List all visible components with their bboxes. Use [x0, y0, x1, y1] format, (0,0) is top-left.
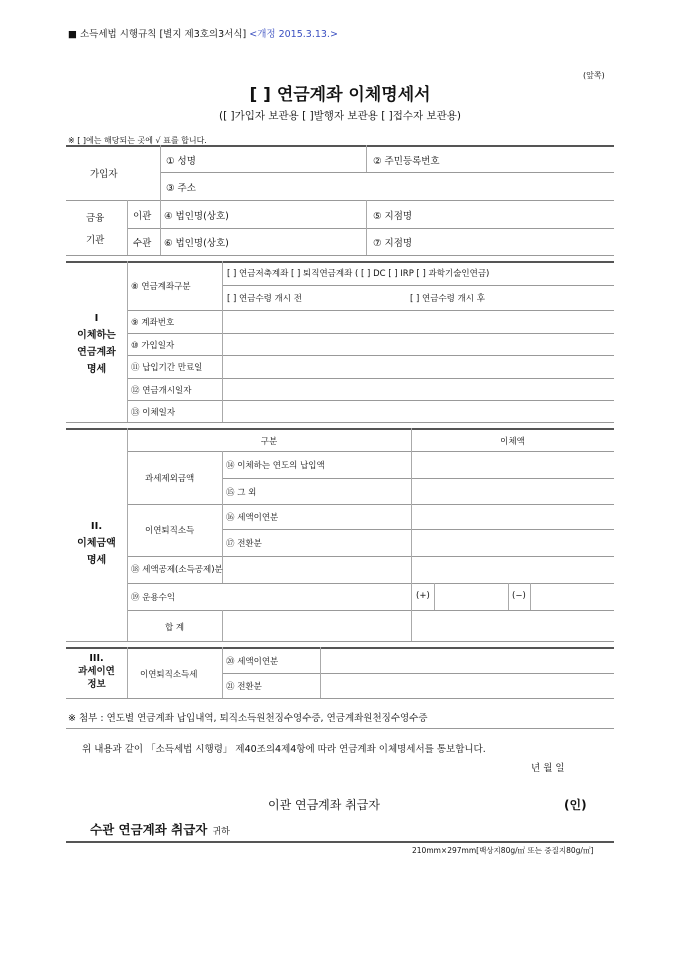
subscriber-label: 가입자	[90, 169, 118, 180]
date-line[interactable]: 년 월 일	[531, 763, 565, 774]
tax-deduction-label: ⑱ 세액공제(소득공제)분	[131, 565, 223, 575]
revision-date: <개정 2015.3.13.>	[249, 29, 338, 40]
transfer-year-paid-label: ⑭ 이체하는 연도의 납입액	[226, 461, 325, 471]
start-date-label: ⑫ 연금개시일자	[131, 386, 192, 396]
rrn-field[interactable]: ② 주민등록번호	[373, 156, 440, 167]
investment-income-label: ⑲ 운용수익	[131, 593, 176, 603]
section3-heading: III. 과세이연 정보	[78, 653, 115, 690]
form-title: [ ] 연금계좌 이체명세서	[249, 85, 431, 105]
institution-label-2: 기관	[86, 235, 105, 246]
deferred-retirement-tax-label: 이연퇴직소득세	[140, 670, 198, 680]
from-label: 이관	[133, 211, 152, 222]
to-branch-field[interactable]: ⑦ 지점명	[373, 238, 413, 249]
category-header: 구분	[260, 437, 278, 447]
law-reference: ■ 소득세법 시행규칙 [별지 제3호의3서식] <개정 2015.3.13.>	[68, 29, 338, 40]
section2-heading: II. 이체금액 명세	[77, 521, 116, 566]
before-pension-option[interactable]: [ ] 연금수령 개시 전	[227, 294, 302, 304]
attachment-note: ※ 첨부 : 연도별 연금계좌 납입내역, 퇴직소득원천징수영수증, 연금계좌원천징수영수증	[68, 713, 428, 724]
signer-label: 이관 연금계좌 취급자	[268, 798, 380, 812]
transfer-date-label: ⑬ 이체일자	[131, 408, 176, 418]
converted-label-2: ㉑ 전환분	[226, 682, 262, 692]
section1-heading: I 이체하는 연금계좌 명세	[77, 313, 116, 375]
other-label: ⑮ 그 외	[226, 488, 257, 498]
deferred-retirement-label: 이연퇴직소득	[145, 526, 195, 536]
seal-mark: (인)	[564, 798, 587, 812]
account-type-label: ⑧ 연금계좌구분	[131, 282, 191, 292]
name-field[interactable]: ① 성명	[166, 156, 196, 167]
tax-deferred-label-2: ⑳ 세액이연분	[226, 657, 279, 667]
address-field[interactable]: ③ 주소	[166, 183, 196, 194]
from-corp-field[interactable]: ④ 법인명(상호)	[164, 211, 229, 222]
to-label: 수관	[133, 238, 152, 249]
form-subtitle: ([ ]가입자 보관용 [ ]발행자 보관용 [ ]접수자 보관용)	[218, 110, 462, 122]
converted-label: ⑰ 전환분	[226, 539, 262, 549]
account-number-label: ⑨ 계좌번호	[131, 318, 175, 328]
total-label: 합 계	[164, 623, 185, 633]
minus-sign: (−)	[512, 591, 526, 601]
recipient-line: 수관 연금계좌 취급자 귀하	[90, 822, 230, 837]
to-corp-field[interactable]: ⑥ 법인명(상호)	[164, 238, 229, 249]
maturity-date-label: ⑪ 납입기간 만료일	[131, 363, 203, 373]
tax-excluded-label: 과세제외금액	[145, 474, 195, 484]
join-date-label: ⑩ 가입일자	[131, 341, 175, 351]
statement-text: 위 내용과 같이 「소득세법 시행령」 제40조의4제4항에 따라 연금계좌 이체명세서를 통보합니다.	[82, 744, 486, 755]
institution-label-1: 금융	[86, 213, 105, 224]
checkbox-note: ※ [ ]에는 해당되는 곳에 √ 표를 합니다.	[68, 136, 207, 145]
from-branch-field[interactable]: ⑤ 지점명	[373, 211, 413, 222]
tax-deferred-label: ⑯ 세액이연분	[226, 513, 279, 523]
plus-sign: (+)	[416, 591, 430, 601]
account-type-options[interactable]: [ ] 연금저축계좌 [ ] 퇴직연금계좌 ( [ ] DC [ ] IRP [ ] 과학기술인연금)	[227, 269, 490, 279]
page-side: (앞쪽)	[583, 71, 605, 80]
amount-header: 이체액	[500, 437, 525, 447]
after-pension-option[interactable]: [ ] 연금수령 개시 후	[410, 294, 485, 304]
paper-spec: 210mm×297mm[백상지80g/㎡ 또는 중질지80g/㎡]	[412, 846, 594, 855]
